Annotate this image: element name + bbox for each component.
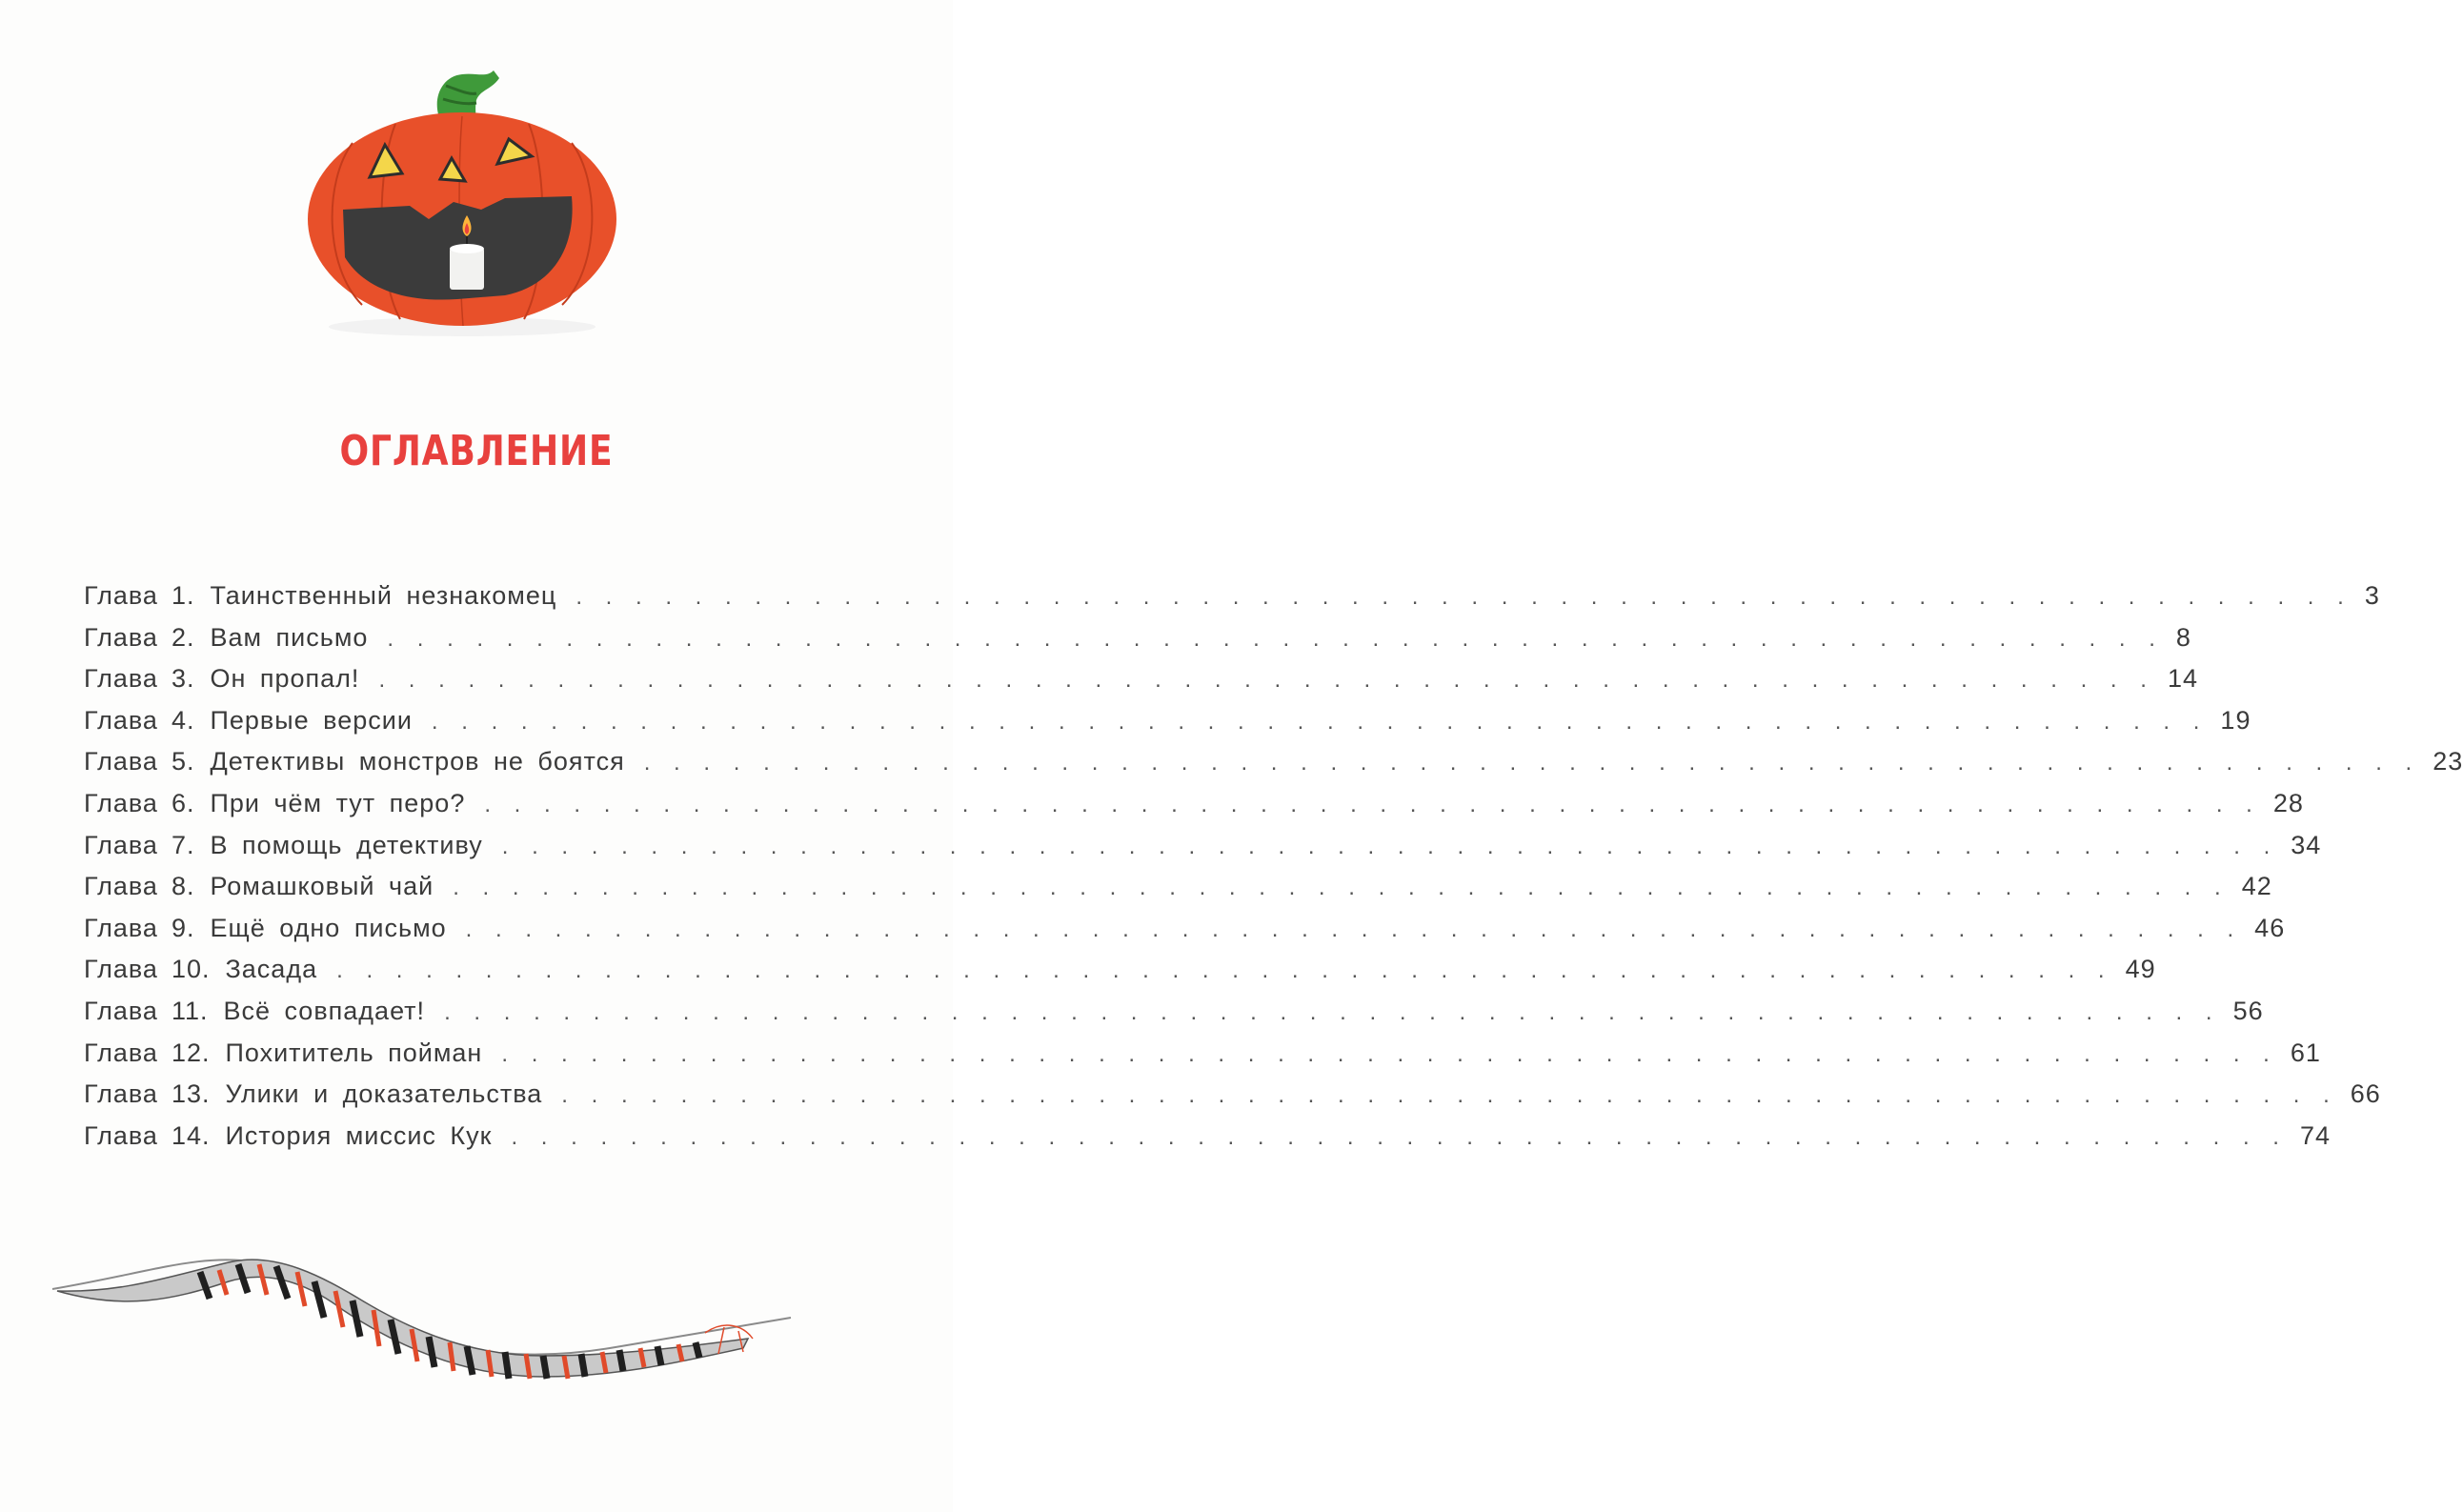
toc-chapter-word: Глава bbox=[84, 1120, 158, 1150]
toc-dot-leader: . . . . . . . . . . . . . . . . . . . . . . . . . . . . . . . . . . . . . . . . . . . . . . . . . . . . . . . . . . . . bbox=[444, 998, 2218, 1025]
toc-dot-leader: . . . . . . . . . . . . . . . . . . . . . . . . . . . . . . . . . . . . . . . . . . . . . . . . . . . . . . . . . . . . bbox=[378, 667, 2152, 694]
toc-row bbox=[84, 747, 2463, 789]
toc-page-number: 49 bbox=[2125, 955, 2156, 984]
toc-page-number: 3 bbox=[2364, 581, 2380, 610]
feather-icon bbox=[38, 1243, 810, 1415]
toc-chapter-number: 9. bbox=[171, 913, 195, 942]
toc-chapter-title: Первые версии bbox=[210, 705, 413, 735]
toc-dot-leader: . . . . . . . . . . . . . . . . . . . . . . . . . . . . . . . . . . . . . . . . . . . . . . . . . . . . . . . . . . . . bbox=[643, 750, 2418, 776]
toc-chapter-word: Глава bbox=[84, 872, 158, 901]
toc-page-number: 56 bbox=[2232, 996, 2264, 1025]
toc-chapter-word: Глава bbox=[84, 788, 158, 817]
toc-page-number: 28 bbox=[2272, 788, 2304, 817]
toc-chapter-title: История миссис Кук bbox=[225, 1120, 493, 1150]
toc-chapter-title: Засада bbox=[225, 955, 318, 984]
toc-chapter-title: Ромашковый чай bbox=[210, 872, 434, 901]
toc-chapter-word: Глава bbox=[84, 1079, 158, 1109]
toc-dot-leader: . . . . . . . . . . . . . . . . . . . . . . . . . . . . . . . . . . . . . . . . . . . . . . . . . . . . . . . . . . . . bbox=[561, 1082, 2335, 1109]
toc-page-number: 23 bbox=[2433, 747, 2463, 776]
toc-chapter-title: Он пропал! bbox=[210, 664, 360, 694]
toc-row bbox=[84, 830, 2322, 873]
toc-dot-leader: . . . . . . . . . . . . . . . . . . . . . . . . . . . . . . . . . . . . . . . . . . . . . . . . . . . . . . . . . . . . bbox=[465, 916, 2240, 942]
toc-chapter-word: Глава bbox=[84, 622, 158, 652]
toc-chapter-word: Глава bbox=[84, 1038, 158, 1067]
pumpkin-lantern-icon bbox=[286, 57, 638, 343]
toc-row bbox=[84, 664, 2198, 706]
toc-row bbox=[84, 1038, 2321, 1080]
toc-row bbox=[84, 705, 2251, 748]
toc-chapter-title: Таинственный незнакомец bbox=[210, 581, 557, 610]
toc-chapter-title: Улики и доказательства bbox=[225, 1079, 543, 1109]
toc-page-number: 19 bbox=[2220, 705, 2251, 735]
toc-dot-leader: . . . . . . . . . . . . . . . . . . . . . . . . . . . . . . . . . . . . . . . . . . . . . . . . . . . . . . . . . . . . bbox=[501, 833, 2276, 859]
toc-row bbox=[84, 913, 2286, 956]
toc-row bbox=[84, 872, 2272, 914]
toc-dot-leader: . . . . . . . . . . . . . . . . . . . . . . . . . . . . . . . . . . . . . . . . . . . . . . . . . . . . . . . . . . . . bbox=[336, 958, 2110, 984]
toc-chapter-number: 12. bbox=[171, 1038, 211, 1067]
toc-chapter-word: Глава bbox=[84, 996, 158, 1025]
toc-chapter-title: При чём тут перо? bbox=[210, 788, 466, 817]
toc-dot-leader: . . . . . . . . . . . . . . . . . . . . . . . . . . . . . . . . . . . . . . . . . . . . . . . . . . . . . . . . . . . . bbox=[431, 708, 2206, 735]
toc-chapter-title: Похититель пойман bbox=[225, 1038, 483, 1067]
toc-chapter-number: 13. bbox=[171, 1079, 211, 1109]
toc-chapter-word: Глава bbox=[84, 830, 158, 859]
toc-chapter-number: 1. bbox=[171, 581, 195, 610]
toc-page-number: 61 bbox=[2290, 1038, 2321, 1067]
toc-chapter-number: 11. bbox=[171, 996, 209, 1025]
toc-chapter-number: 4. bbox=[171, 705, 195, 735]
toc-chapter-title: Всё совпадает! bbox=[223, 996, 426, 1025]
toc-chapter-word: Глава bbox=[84, 913, 158, 942]
toc-chapter-word: Глава bbox=[84, 581, 158, 610]
toc-page-number: 74 bbox=[2299, 1120, 2332, 1150]
toc-page-number: 14 bbox=[2167, 664, 2198, 694]
toc-chapter-number: 6. bbox=[171, 788, 195, 817]
toc-chapter-number: 5. bbox=[171, 747, 195, 776]
toc-page-number: 8 bbox=[2175, 622, 2191, 652]
toc-chapter-title: Вам письмо bbox=[210, 622, 369, 652]
toc-row bbox=[84, 996, 2264, 1038]
toc-row bbox=[84, 622, 2191, 665]
toc-page-number: 34 bbox=[2291, 830, 2322, 859]
toc-page-number: 66 bbox=[2350, 1079, 2381, 1109]
toc-chapter-number: 3. bbox=[171, 664, 195, 694]
toc-chapter-number: 7. bbox=[171, 830, 195, 859]
page-title: ОГЛАВЛЕНИЕ bbox=[339, 427, 614, 475]
toc-row bbox=[84, 788, 2304, 831]
toc-row bbox=[84, 581, 2380, 623]
toc-row bbox=[84, 1120, 2332, 1163]
toc-dot-leader: . . . . . . . . . . . . . . . . . . . . . . . . . . . . . . . . . . . . . . . . . . . . . . . . . . . . . . . . . . . . bbox=[453, 875, 2227, 901]
toc-page-number: 42 bbox=[2241, 872, 2272, 901]
table-of-contents bbox=[84, 581, 2463, 1162]
toc-chapter-word: Глава bbox=[84, 955, 158, 984]
toc-chapter-title: Детективы монстров не боятся bbox=[210, 747, 625, 776]
toc-chapter-number: 2. bbox=[171, 622, 195, 652]
toc-dot-leader: . . . . . . . . . . . . . . . . . . . . . . . . . . . . . . . . . . . . . . . . . . . . . . . . . . . . . . . . . . . . bbox=[387, 625, 2161, 652]
toc-chapter-number: 10. bbox=[171, 955, 211, 984]
toc-row bbox=[84, 1079, 2381, 1121]
toc-dot-leader: . . . . . . . . . . . . . . . . . . . . . . . . . . . . . . . . . . . . . . . . . . . . . . . . . . . . . . . . . . . . bbox=[501, 1040, 2275, 1067]
toc-dot-leader: . . . . . . . . . . . . . . . . . . . . . . . . . . . . . . . . . . . . . . . . . . . . . . . . . . . . . . . . . . . . bbox=[511, 1123, 2285, 1150]
toc-dot-leader: . . . . . . . . . . . . . . . . . . . . . . . . . . . . . . . . . . . . . . . . . . . . . . . . . . . . . . . . . . . . bbox=[575, 584, 2350, 610]
toc-page-number: 46 bbox=[2254, 913, 2286, 942]
toc-chapter-number: 8. bbox=[171, 872, 195, 901]
toc-chapter-word: Глава bbox=[84, 705, 158, 735]
toc-chapter-title: В помощь детективу bbox=[210, 830, 483, 859]
toc-dot-leader: . . . . . . . . . . . . . . . . . . . . . . . . . . . . . . . . . . . . . . . . . . . . . . . . . . . . . . . . . . . . bbox=[484, 791, 2258, 817]
toc-row bbox=[84, 955, 2156, 997]
toc-chapter-title: Ещё одно письмо bbox=[210, 913, 447, 942]
toc-chapter-word: Глава bbox=[84, 747, 158, 776]
toc-chapter-word: Глава bbox=[84, 664, 158, 694]
toc-chapter-number: 14. bbox=[171, 1120, 211, 1150]
